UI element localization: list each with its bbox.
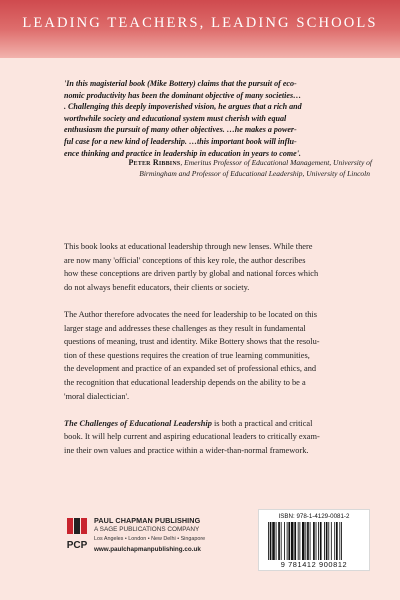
barcode-bar (331, 522, 332, 560)
pcp-logo-icon (64, 516, 90, 558)
barcode-bar (313, 522, 315, 560)
barcode-bar (326, 522, 328, 560)
body-line: are now many 'official' conceptions of this key role, the author describes (64, 255, 306, 265)
barcode-bar (318, 522, 319, 560)
publisher-subtitle: A SAGE PUBLICATIONS COMPANY (94, 526, 200, 533)
publisher-name: PAUL CHAPMAN PUBLISHING (94, 516, 201, 525)
body-line: This book looks at educational leadership through new lenses. While there (64, 242, 313, 251)
barcode-bar (270, 522, 272, 560)
publisher-imprint (64, 516, 249, 566)
barcode-bar (294, 522, 296, 560)
body-line: how these conceptions are driven partly by global and national forces which (64, 269, 319, 279)
attribution-title: , Emeritus Professor of Educational Management, University of (180, 158, 372, 167)
series-title: LEADING TEACHERS, LEADING SCHOOLS (22, 15, 378, 31)
review-attribution (64, 157, 372, 179)
attribution-line (64, 157, 372, 168)
barcode-bar (276, 522, 277, 560)
book-title: The Challenges of Educational Leadership (64, 418, 212, 428)
barcode-bar (302, 522, 305, 560)
review-quote (64, 78, 369, 159)
body-line: questions of meaning, trust and identity. Mike Bottery shows that the resolu- (64, 337, 320, 347)
barcode-icon (267, 522, 363, 560)
barcode-bar (336, 522, 338, 560)
publisher-url: www.paulchapmanpublishing.co.uk (94, 546, 201, 553)
barcode-panel (258, 509, 370, 571)
barcode-bar (268, 522, 269, 560)
body-line: the development and practice of an expanded set of professional ethics, and (64, 364, 317, 374)
logo-text: PCP (66, 540, 88, 551)
quote-line: worthwhile society and educational system must cherish with equal (64, 113, 287, 123)
barcode-bar (328, 522, 329, 560)
barcode-bar (341, 522, 342, 560)
barcode-bar (278, 522, 280, 560)
barcode-bar (316, 522, 317, 560)
quote-line: 'In this magisterial book (Mike Bottery) claims that the pursuit of eco- (64, 79, 297, 88)
quote-line: nomic productivity has been the dominant objective of many societies… (64, 90, 302, 100)
barcode-bar (291, 522, 294, 560)
barcode-bar (334, 522, 335, 560)
attribution-line: Birmingham and Professor of Educational Leadership, University of Lincoln (139, 169, 370, 178)
series-header-band (0, 0, 400, 58)
body-line: ine their own values and practice within a wider-than-normal framework. (64, 445, 309, 455)
barcode-bar (305, 522, 306, 560)
barcode-bar (288, 522, 290, 560)
quote-line: ful case for a new kind of leadership. …this important book will influ- (64, 136, 297, 146)
barcode-bar (281, 522, 282, 560)
barcode-bar (299, 522, 300, 560)
body-text-run: is both a practical and critical (211, 418, 313, 428)
barcode-digits: 9 781412 900812 (280, 560, 348, 569)
barcode-bar (272, 522, 275, 560)
quote-line: enthusiasm the pursuit of many other objectives. …he makes a power- (64, 125, 297, 135)
book-description (64, 240, 372, 471)
quote-line: . Challenging this deeply impoverished vision, he argues that a rich and (64, 102, 302, 112)
body-line: larger stage and addresses these challenges as they result in fundamental (64, 323, 306, 333)
publisher-cities: Los Angeles • London • New Delhi • Singapore (94, 536, 206, 542)
body-line: do not always benefit educators, their clients or society. (64, 282, 250, 292)
barcode-bar (298, 522, 299, 560)
barcode-bar (287, 522, 288, 560)
barcode-bar (339, 522, 340, 560)
description-paragraph (64, 308, 372, 403)
isbn-label: ISBN: 978-1-4129-0081-2 (278, 513, 350, 520)
description-paragraph (64, 240, 372, 294)
barcode-bar (307, 522, 309, 560)
body-line (64, 417, 372, 431)
body-line: book. It will help current and aspiring educational leaders to critically exam- (64, 432, 320, 442)
barcode-bar (320, 522, 322, 560)
attribution-name: Peter Ribbins (128, 158, 181, 167)
barcode-bar (284, 522, 285, 560)
body-line: the recognition that educational leadership depends on the ability to be a (64, 377, 306, 387)
body-line: 'moral dialectician'. (64, 391, 130, 401)
barcode-bar (324, 522, 325, 560)
body-line: The Author therefore advocates the need for leadership to be located on this (64, 309, 317, 319)
barcode-bar (310, 522, 311, 560)
quote-line: ence thinking and practice in leadership in education in years to come'. (64, 148, 301, 158)
description-paragraph (64, 417, 372, 458)
body-line: tion of these questions requires the creation of true learning communities, (64, 350, 310, 360)
